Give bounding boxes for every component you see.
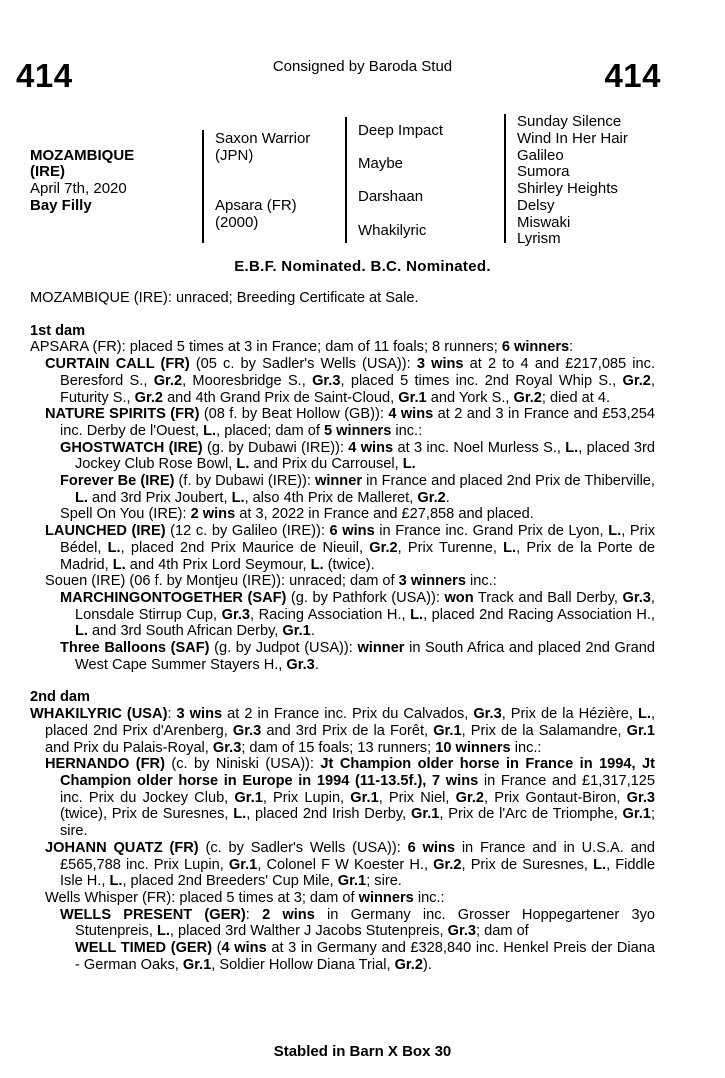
offspring-spell-on-you: Spell On You (IRE): 2 wins at 3, 2022 in France and £27,858 and placed.: [60, 506, 534, 523]
horse-name-line1: MOZAMBIQUE: [30, 147, 135, 164]
offspring-marchingontogether: MARCHINGONTOGETHER (SAF) (g. by Pathfork (USA)): won Track and Ball Derby, Gr.3, Lonsdale Stirrup Cup, Gr.3, Racing Association H., L., placed 2nd Racing Association H., L. and 3rd South African Derby, Gr.1.: [60, 589, 655, 640]
offspring-ghostwatch: GHOSTWATCH (IRE) (g. by Dubawi (IRE)): 4 wins at 3 inc. Noel Murless S., L., placed 3rd Jockey Club Rose Bowl, L. and Prix du Carrousel, L.: [60, 439, 655, 473]
offspring-hernando: HERNANDO (FR) (c. by Niniski (USA)): Jt Champion older horse in France in 1994, Jt Champion older horse in Europe in 1994 (11-13.5f.), 7 wins in France and £1,317,125 inc. Prix du Jockey Club, Gr.1, Prix Lupin, Gr.1, Prix Niel, Gr.2, Prix Gontaut-Biron, Gr.3 (twice), Prix de Suresnes, L., placed 2nd Irish Derby, Gr.1, Prix de l'Arc de Triomphe, Gr.1; sire.: [45, 756, 656, 840]
first-dam-heading: 1st dam: [30, 322, 86, 339]
offspring-nature-spirits: NATURE SPIRITS (FR) (08 f. by Beat Hollow (GB)): 4 wins at 2 and 3 in France and £53,254 inc. Derby de l'Ouest, L., placed; dam of 5 winners inc.:: [45, 406, 655, 439]
pedigree-gen4-1: Sunday Silence: [517, 113, 622, 130]
offspring-forever-be: Forever Be (IRE) (f. by Dubawi (IRE)): winner in France and placed 2nd Prix de Thiberville, L. and 3rd Prix Joubert, L., also 4th Prix de Malleret, Gr.2.: [60, 473, 655, 506]
offspring-launched: LAUNCHED (IRE) (12 c. by Galileo (IRE)): 6 wins in France inc. Grand Prix de Lyon, L., Prix Bédel, L., placed 2nd Prix Maurice de Nieuil, Gr.2, Prix Turenne, L., Prix de la Porte de Madrid, L. and 4th Prix Lord Seymour, L. (twice).: [45, 523, 656, 573]
pedigree-bar-3: [504, 114, 506, 243]
horse-sex: Bay Filly: [30, 197, 92, 214]
pedigree-gen4-3: Galileo: [517, 147, 564, 164]
pedigree-bar-2: [345, 117, 347, 243]
consignor: Consigned by Baroda Stud: [272, 58, 453, 75]
first-dam-entry: APSARA (FR): placed 5 times at 3 in France; dam of 11 foals; 8 runners; 6 winners:: [30, 339, 574, 356]
second-dam-entry: WHAKILYRIC (USA): 3 wins at 2 in France inc. Prix du Calvados, Gr.3, Prix de la Hézière, L., placed 2nd Prix d'Arenberg, Gr.3 and 3rd Prix de la Forêt, Gr.1, Prix de la Salamandre, Gr.1 and Prix du Palais-Royal, Gr.3; dam of 15 foals; 13 runners; 10 winners inc.:: [30, 706, 656, 756]
pedigree-sire: Saxon Warrior: [215, 130, 311, 147]
horse-dob: April 7th, 2020: [30, 180, 127, 197]
offspring-wells-present: WELLS PRESENT (GER): 2 wins in Germany inc. Grosser Hoppegartener 3yo Stutenpreis, L., placed 3rd Walther J Jacobs Stutenpreis, Gr.3; dam of WELL TIMED (GER) (4 wins at 3 in Germany and £328,840 inc. Henkel Preis der Diana - German Oaks, Gr.1, Soldier Hollow Diana Trial, Gr.2).: [60, 906, 656, 973]
horse-name-line2: (IRE): [30, 163, 65, 180]
lot-number-left: 414: [16, 57, 73, 94]
offspring-well-timed: WELL TIMED (GER): [75, 940, 213, 957]
offspring-three-balloons: Three Balloons (SAF) (g. by Judpot (USA)): winner in South Africa and placed 2nd Grand West Cape Summer Stayers H., Gr.3.: [60, 640, 655, 673]
offspring-wells-whisper: Wells Whisper (FR): placed 5 times at 3; dam of winners inc.:: [45, 889, 445, 906]
pedigree-gen3-2: Maybe: [358, 155, 404, 172]
stabling-footer: Stabled in Barn X Box 30: [273, 1043, 452, 1060]
pedigree-dam-year: (2000): [215, 214, 259, 231]
second-dam-heading: 2nd dam: [30, 689, 91, 706]
offspring-johann-quatz: JOHANN QUATZ (FR) (c. by Sadler's Wells (USA)): 6 wins in France and in U.S.A. and £565,788 inc. Prix Lupin, Gr.1, Colonel F W Koester H., Gr.2, Prix de Suresnes, L., Fiddle Isle H., L., placed 2nd Breeders' Cup Mile, Gr.1; sire.: [45, 839, 655, 890]
pedigree-gen3-4: Whakilyric: [358, 222, 427, 239]
nominations: E.B.F. Nominated. B.C. Nominated.: [234, 258, 491, 275]
lot-number-right: 414: [604, 57, 661, 94]
pedigree-gen4-2: Wind In Her Hair: [517, 130, 628, 147]
catalogue-body: [30, 290, 655, 973]
offspring-curtain-call: CURTAIN CALL (FR) (05 c. by Sadler's Wells (USA)): 3 wins at 2 to 4 and £217,085 inc. Beresford S., Gr.2, Mooresbridge S., Gr.3, placed 5 times inc. 2nd Royal Whip S., Gr.2, Futurity S., Gr.2 and 4th Grand Prix de Saint-Cloud, Gr.1 and York S., Gr.2; died at 4.: [45, 356, 656, 406]
pedigree-gen4-8: Lyrism: [517, 230, 561, 247]
intro-text: MOZAMBIQUE (IRE): unraced; Breeding Certificate at Sale.: [30, 290, 419, 306]
pedigree-gen4-7: Miswaki: [517, 214, 571, 231]
pedigree-bar-1: [202, 130, 204, 243]
pedigree-gen3-1: Deep Impact: [358, 122, 444, 139]
pedigree-dam: Apsara (FR): [215, 197, 297, 214]
offspring-souen: Souen (IRE) (06 f. by Montjeu (IRE)): unraced; dam of 3 winners inc.:: [45, 573, 497, 590]
pedigree-gen3-3: Darshaan: [358, 188, 424, 205]
pedigree-gen4-6: Delsy: [517, 197, 555, 214]
pedigree-gen4-4: Sumora: [517, 163, 570, 180]
pedigree-gen4-5: Shirley Heights: [517, 180, 618, 197]
pedigree-sire-country: (JPN): [215, 147, 254, 164]
